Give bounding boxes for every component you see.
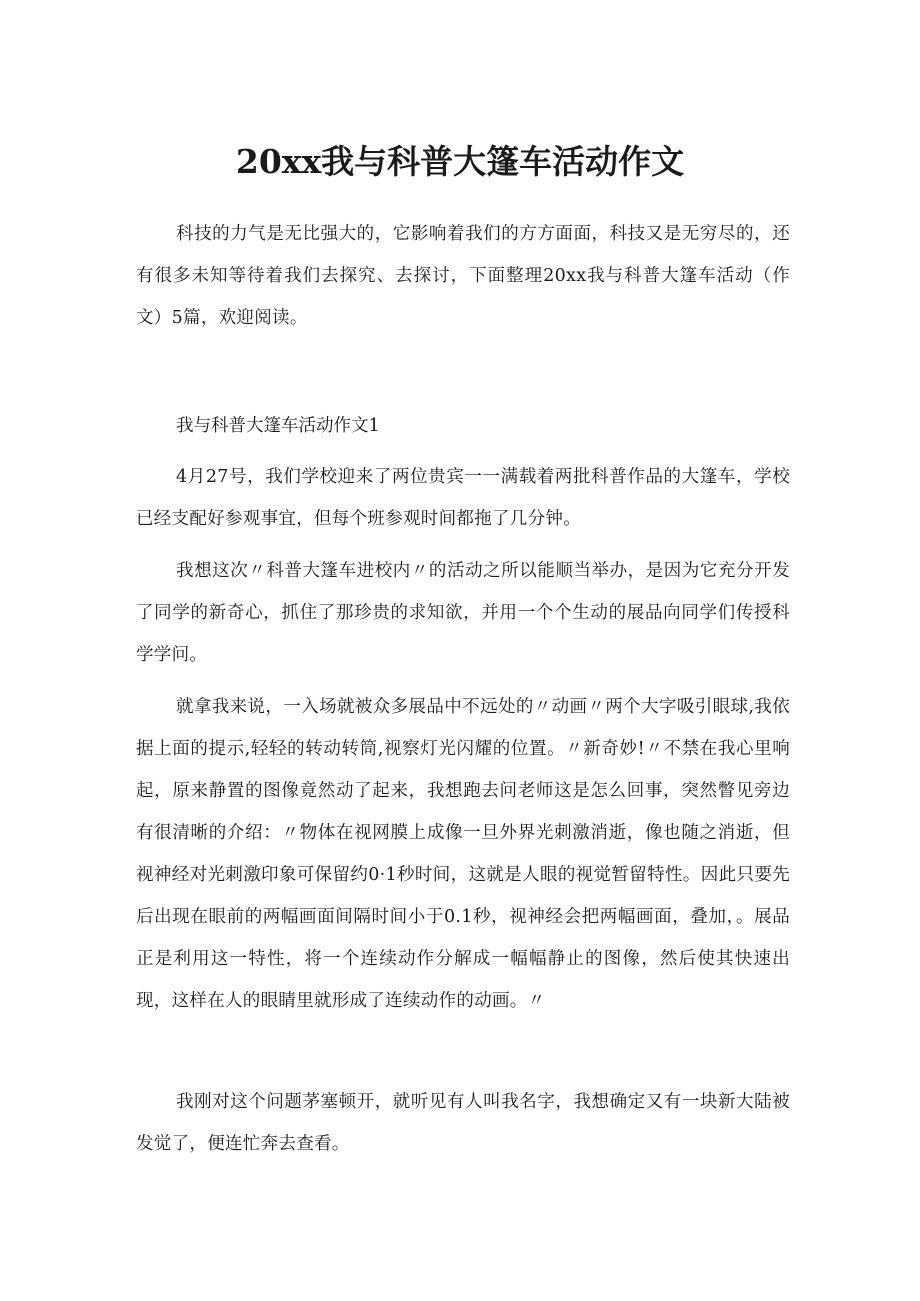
body-paragraph-1: 4月27号，我们学校迎来了两位贵宾一一满载着两批科普作品的大篷车，学校已经支配好参观事宜，但每个班参观时间都拖了几分钟。 [136, 467, 790, 529]
body-paragraph-4: 我刚对这个问题茅塞顿开，就听见有人叫我名字，我想确定又有一块新大陆被发觉了，便连忙奔去查看。 [136, 1092, 790, 1154]
section-heading: 我与科普大篷车活动作文1 [176, 416, 380, 436]
body-paragraph-3: 就拿我来说，一入场就被众多展品中不远处的〃动画〃两个大字吸引眼球,我依据上面的提示,轻轻的转动转筒,视察灯光闪耀的位置。〃新奇妙!〃不禁在我心里响起，原来静置的图像竟然动了起来，我想跑去问老师这是怎么回事，突然瞥见旁边有很清晰的介绍：〃物体在视网膜上成像一旦外界光刺激消逝，像也随之消逝，但视神经对光刺激印象可保留约0·1秒时间，这就是人眼的视觉暂留特性。因此只要先后出现在眼前的两幅画面间隔时间小于0.1秒，视神经会把两幅画面，叠加，。展品正是利用这一特性，将一个连续动作分解成一幅幅静止的图像，然后使其快速出现，这样在人的眼睛里就形成了连续动作的动画。〃 [136, 697, 790, 1011]
body-paragraph-2: 我想这次〃科普大篷车进校内〃的活动之所以能顺当举办，是因为它充分开发了同学的新奇心，抓住了那珍贵的求知欲，并用一个个生动的展品向同学们传授科学学问。 [136, 561, 790, 665]
document-title: 20xx我与科普大篷车活动作文 [235, 142, 685, 181]
intro-paragraph: 科技的力气是无比强大的，它影响着我们的方方面面，科技又是无穷尽的，还有很多未知等待着我们去探究、去探讨，下面整理20xx我与科普大篷车活动（作文）5篇，欢迎阅读。 [136, 224, 790, 328]
